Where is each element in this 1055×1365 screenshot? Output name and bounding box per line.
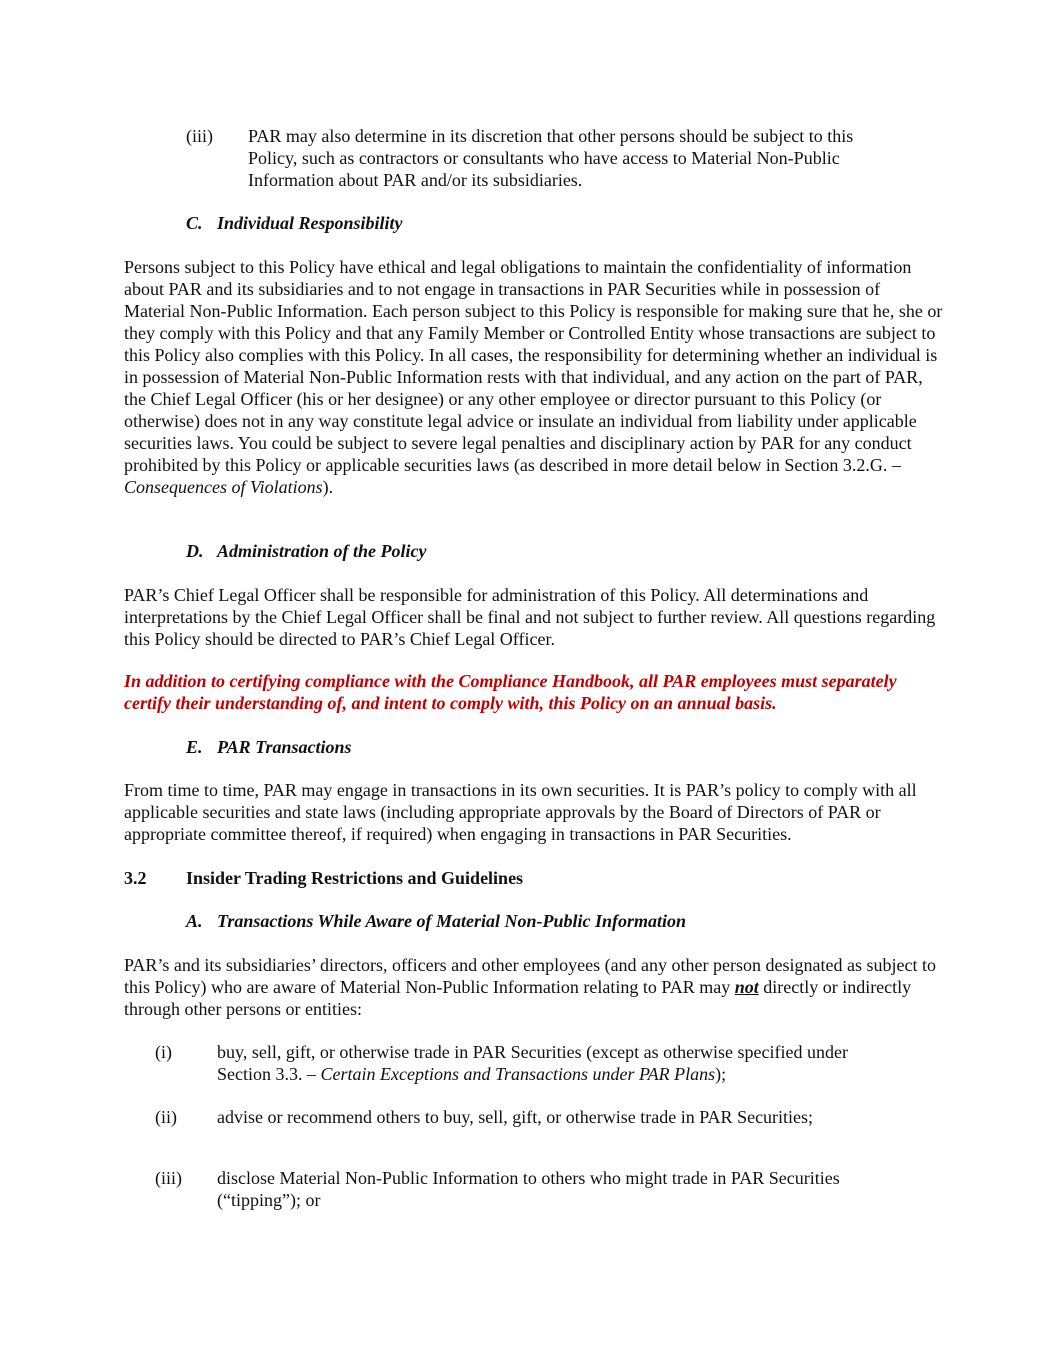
- list-item-text: PAR may also determine in its discretion that other persons should be subject to this Policy, such as contractors or consultants who have access to Material Non-Public Information about PAR and/or its subsidiaries.: [248, 126, 854, 190]
- list-marker: (ii): [155, 1107, 177, 1127]
- section-title: Administration of the Policy: [217, 541, 427, 561]
- paragraph-text-end: directly or indirectly through other persons or entities:: [124, 977, 912, 1019]
- emphasis-not: not: [734, 977, 759, 997]
- annual-certification-notice: In addition to certifying compliance with the Compliance Handbook, all PAR employees must separately certify their understanding of, and intent to comply with, this Policy on an annual basis.: [124, 671, 897, 713]
- paragraph-administration: PAR’s Chief Legal Officer shall be responsible for administration of this Policy. All determinations and interpretations by the Chief Legal Officer shall be final and not subject to further review. All questions regarding this Policy should be directed to PAR’s Chief Legal Officer.: [124, 585, 936, 649]
- section-label: C.: [186, 213, 203, 233]
- list-item-text-main: buy, sell, gift, or otherwise trade in PAR Securities (except as otherwise specified under Section 3.3. –: [217, 1042, 849, 1084]
- paragraph-par-transactions: From time to time, PAR may engage in transactions in its own securities. It is PAR’s policy to comply with all applicable securities and state laws (including appropriate approvals by the Board of Directors of PAR or appropriate committee thereof, if required) when engaging in transactions in PAR Securities.: [124, 780, 917, 844]
- section-reference: Certain Exceptions and Transactions under PAR Plans: [320, 1064, 716, 1084]
- list-item-text: advise or recommend others to buy, sell, gift, or otherwise trade in PAR Securities;: [217, 1107, 814, 1127]
- list-marker: (iii): [186, 126, 213, 146]
- section-reference: Consequences of Violations: [124, 477, 323, 497]
- paragraph-individual-responsibility: [124, 256, 944, 498]
- list-marker: (iii): [155, 1168, 182, 1188]
- list-item: [155, 1041, 905, 1085]
- section-heading-3-2: [124, 867, 523, 889]
- section-heading-d: [186, 540, 427, 562]
- list-marker: (i): [155, 1042, 172, 1062]
- list-item-text: [217, 1041, 905, 1085]
- list-item-text: disclose Material Non-Public Information to others who might trade in PAR Securities (“tipping”); or: [217, 1168, 840, 1210]
- section-label: D.: [186, 541, 204, 561]
- section-heading-3-2-a: [186, 910, 686, 932]
- paragraph-text: PAR’s and its subsidiaries’ directors, officers and other employees (and any other person designated as subject to this Policy) who are aware of Material Non-Public Information relating to PAR may: [124, 955, 936, 997]
- paragraph-text: Persons subject to this Policy have ethical and legal obligations to maintain the confidentiality of information about PAR and its subsidiaries and to not engage in transactions in PAR Securities while in possession of Material Non-Public Information. Each person subject to this Policy is responsible for making sure that he, she or they comply with this Policy and that any Family Member or Controlled Entity whose transactions are subject to this Policy also complies with this Policy. In all cases, the responsibility for determining whether an individual is in possession of Material Non-Public Information rests with that individual, and any action on the part of PAR, the Chief Legal Officer (his or her designee) or any other employee or director pursuant to this Policy (or otherwise) does not in any way constitute legal advice or insulate an individual from liability under applicable securities laws. You could be subject to severe legal penalties and disciplinary action by PAR for any conduct prohibited by this Policy or applicable securities laws (as described in more detail below in Section 3.2.G. –: [124, 257, 943, 475]
- section-heading-e: [186, 736, 352, 758]
- section-label: A.: [186, 911, 203, 931]
- section-title: Insider Trading Restrictions and Guidelines: [186, 868, 524, 888]
- list-item: [186, 125, 896, 191]
- section-heading-c: [186, 212, 403, 234]
- paragraph-material-nonpublic: [124, 954, 944, 1020]
- section-label: E.: [186, 737, 203, 757]
- list-item-text-end: );: [715, 1064, 727, 1084]
- section-title: Transactions While Aware of Material Non-Public Information: [217, 911, 687, 931]
- paragraph-text-end: ).: [322, 477, 334, 497]
- section-number: 3.2: [124, 868, 147, 888]
- list-item: [155, 1106, 905, 1128]
- section-title: Individual Responsibility: [217, 213, 403, 233]
- section-title: PAR Transactions: [217, 737, 352, 757]
- list-item: [155, 1167, 905, 1211]
